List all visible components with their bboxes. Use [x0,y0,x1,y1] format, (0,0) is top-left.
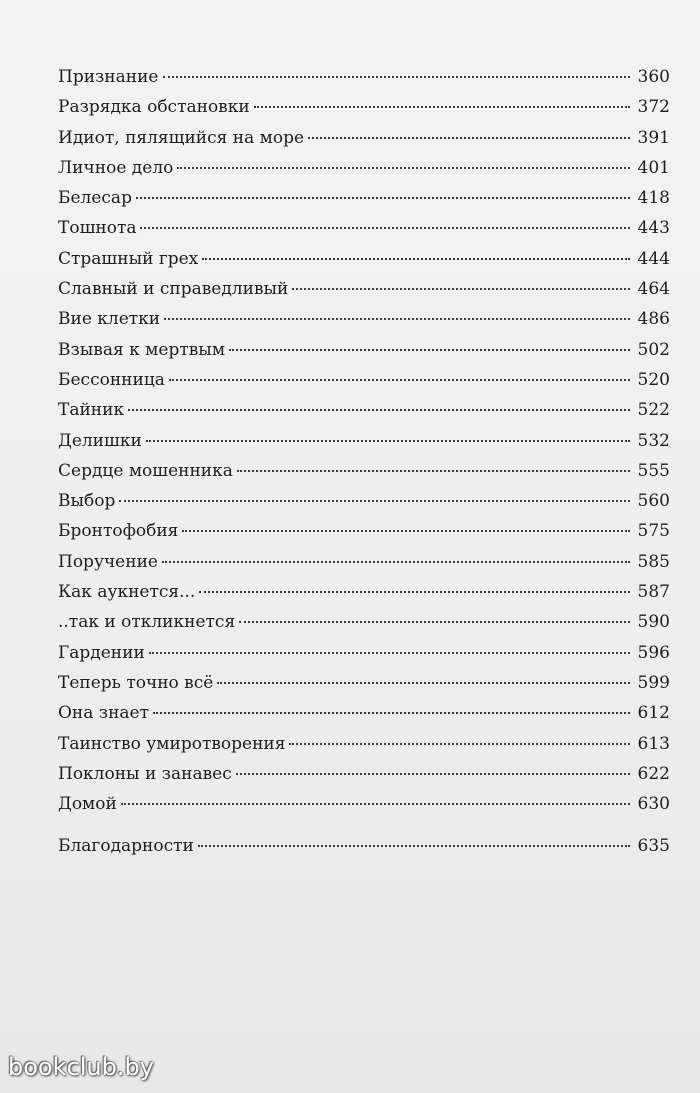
toc-entry-page: 464 [637,279,670,300]
toc-entry-title: Как аукнется... [58,582,196,603]
toc-entry-page: 532 [637,430,670,451]
toc-entry [58,521,670,551]
toc-dot-leader [289,743,630,745]
toc-entry-title: Взывая к мертвым [58,339,226,360]
toc-entry [58,249,670,279]
toc-dot-leader [202,258,630,260]
toc-entry [58,612,670,642]
toc-dot-leader [128,409,630,411]
toc-entry-page: 590 [637,612,670,633]
toc-entry [58,794,670,824]
toc-entry-page: 596 [637,642,670,663]
toc-entry-title: Гардении [58,642,145,663]
toc-entry-title: Теперь точно всё [58,672,214,693]
toc-entry-title: Вие клетки [58,309,161,330]
toc-entry-page: 599 [637,672,670,693]
toc-entry [58,158,670,188]
toc-entry [58,552,670,582]
toc-entry-title: Идиот, пялящийся на море [58,127,305,148]
toc-dot-leader [177,167,630,169]
toc-entry [58,67,670,97]
toc-dot-leader [140,227,630,229]
toc-entry-page: 560 [637,491,670,512]
toc-entry-title: Она знает [58,703,150,724]
toc-entry [58,97,670,127]
toc-dot-leader [236,773,630,775]
toc-entry-title: Сердце мошенника [58,460,233,481]
toc-dot-leader [169,379,630,381]
toc-entry-title: Делишки [58,430,142,451]
toc-entry-title: Выбор [58,491,116,512]
toc-dot-leader [121,803,630,805]
toc-entry [58,491,670,521]
toc-dot-leader [254,106,630,108]
toc-entry-page: 443 [637,218,670,239]
toc-entry-title: Славный и справедливый [58,279,289,300]
toc-entry-title: Личное дело [58,157,174,178]
toc-entry-page: 444 [637,248,670,269]
toc-entry-page: 360 [637,67,670,87]
toc-entry [58,431,670,461]
toc-dot-leader [163,76,631,78]
toc-dot-leader [217,682,630,684]
toc-entry [58,703,670,733]
toc-entry-page: 613 [637,733,670,754]
toc-dot-leader [119,500,630,502]
toc-entry-page: 555 [637,460,670,481]
toc-entry-title: Страшный грех [58,248,199,269]
toc-dot-leader [229,349,630,351]
toc-entry [58,643,670,673]
toc-entry-title: Бронтофобия [58,521,179,542]
toc-entry [58,673,670,703]
toc-entry [58,461,670,491]
toc-dot-leader [182,530,630,532]
toc-entry-title: Признание [58,67,159,87]
site-watermark: bookclub.by [8,1053,154,1081]
toc-entry [58,309,670,339]
toc-entry-title: ..так и откликнется [58,612,236,633]
toc-entry-title: Бессонница [58,369,165,390]
toc-entry [58,836,670,866]
toc-entry [58,582,670,612]
toc-entry-page: 522 [637,400,670,421]
toc-entry-page: 585 [637,551,670,572]
toc-entry [58,764,670,794]
toc-entry-page: 630 [637,794,670,815]
toc-entry-page: 486 [637,309,670,330]
toc-dot-leader [136,197,630,199]
toc-entry-page: 635 [637,836,670,857]
toc-entry [58,218,670,248]
toc-entry-title: Благодарности [58,836,194,857]
toc-entry [58,188,670,218]
toc-dot-leader [239,621,630,623]
toc-dot-leader [308,137,630,139]
table-of-contents [58,67,670,867]
toc-entry-page: 401 [637,157,670,178]
toc-entry-page: 391 [637,127,670,148]
toc-entry-title: Разрядка обстановки [58,97,250,118]
toc-dot-leader [162,561,630,563]
toc-entry [58,279,670,309]
toc-dot-leader [199,591,630,593]
toc-entry-title: Поручение [58,551,158,572]
toc-entry-page: 520 [637,369,670,390]
toc-dot-leader [149,652,630,654]
toc-dot-leader [292,288,630,290]
toc-entry-page: 502 [637,339,670,360]
toc-entry-title: Тайник [58,400,125,421]
toc-entry-page: 612 [637,703,670,724]
toc-dot-leader [146,440,630,442]
toc-entry-page: 575 [637,521,670,542]
toc-entry [58,734,670,764]
toc-entry-page: 418 [637,188,670,209]
toc-entry-title: Поклоны и занавес [58,763,232,784]
toc-entry-title: Белесар [58,188,132,209]
toc-entry-page: 372 [637,97,670,118]
toc-dot-leader [153,712,630,714]
toc-dot-leader [164,318,630,320]
toc-entry [58,370,670,400]
toc-dot-leader [198,845,630,847]
toc-entry [58,128,670,158]
toc-entry-title: Таинство умиротворения [58,733,286,754]
toc-entry [58,400,670,430]
toc-entry-title: Тошнота [58,218,137,239]
toc-entry-title: Домой [58,794,117,815]
toc-entry-page: 587 [637,582,670,603]
toc-entry [58,340,670,370]
toc-entry-page: 622 [637,763,670,784]
toc-dot-leader [237,470,630,472]
